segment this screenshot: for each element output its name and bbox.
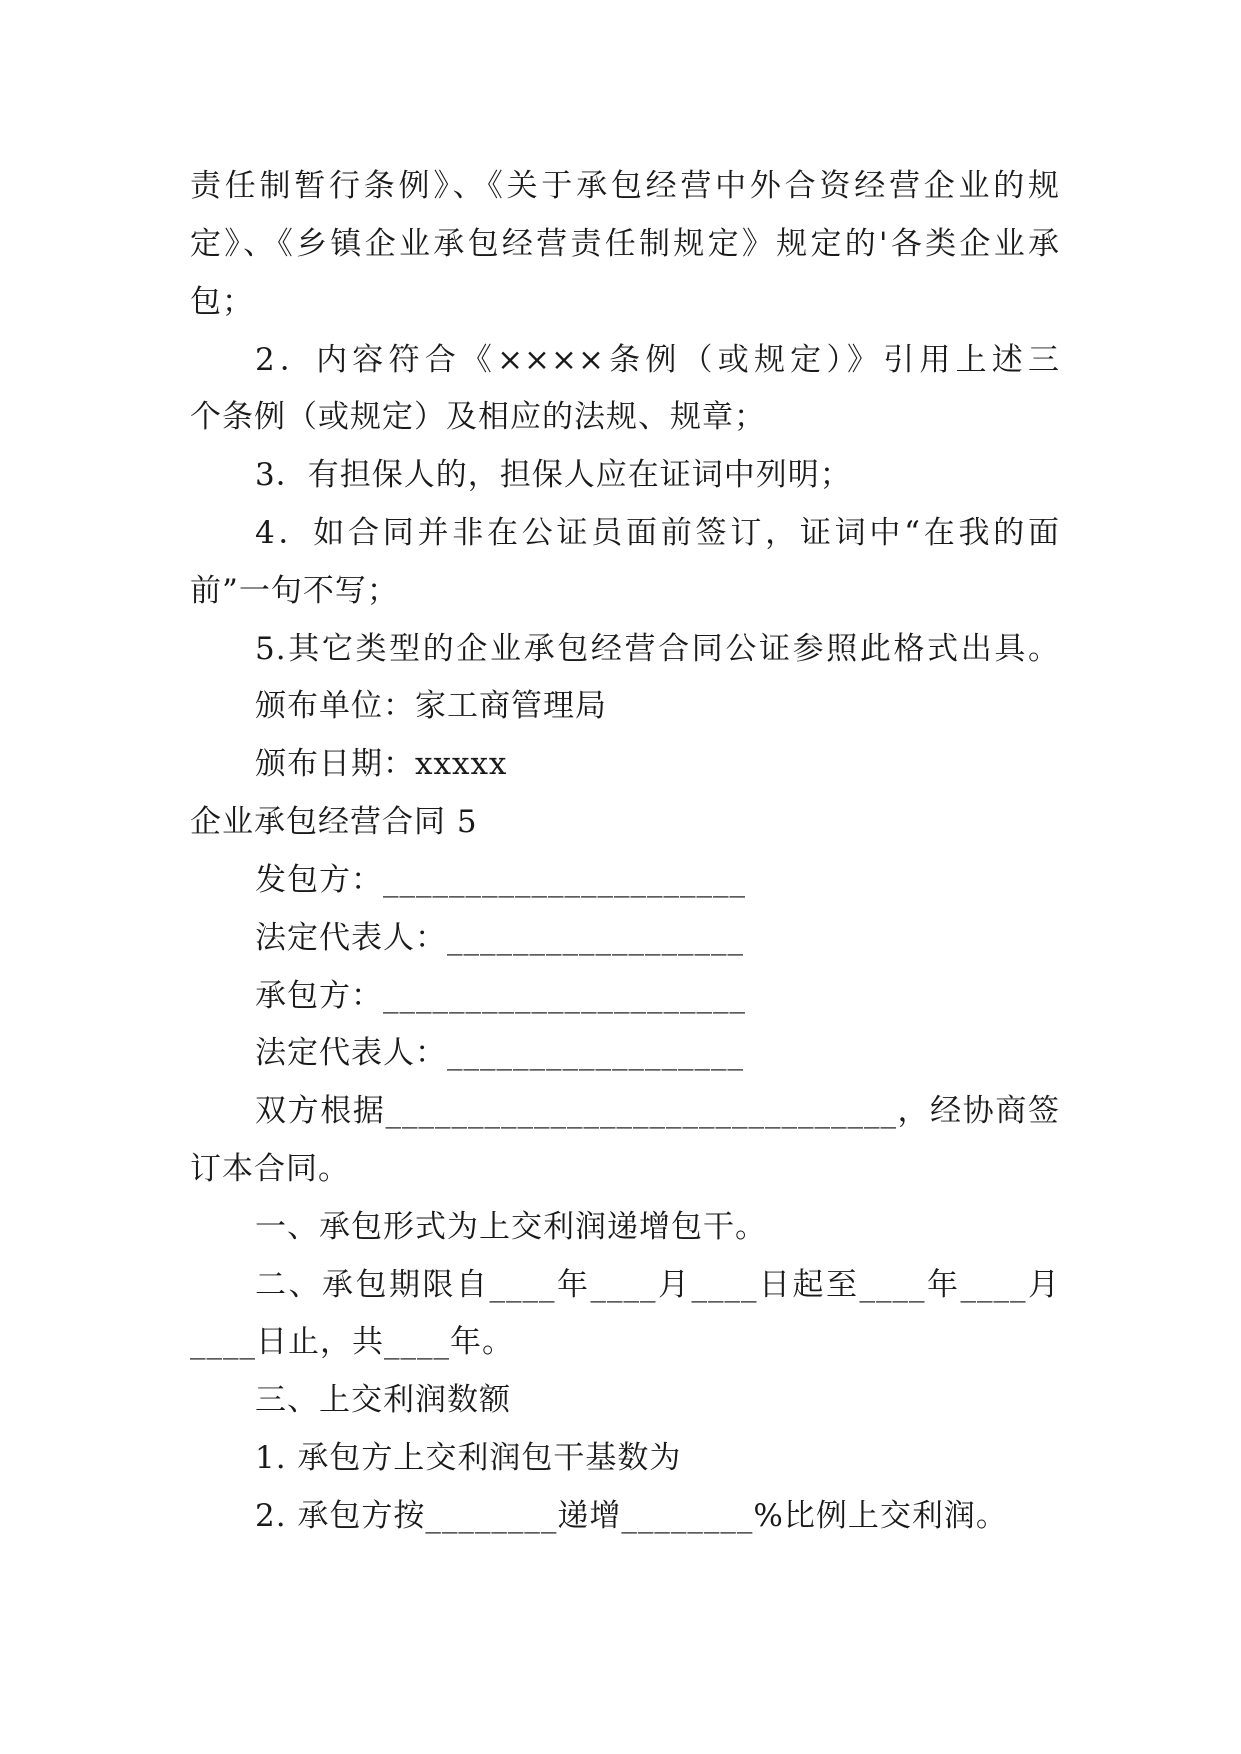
text-line: 3．有担保人的，担保人应在证词中列明；	[255, 457, 852, 493]
clause-line: 二、承包期限自____年____月____日起至____年____月	[255, 1267, 1060, 1303]
legal-representative-field: 法定代表人：__________________	[255, 1035, 744, 1071]
clause-line: 三、上交利润数额	[255, 1382, 511, 1418]
clause-line: 2. 承包方按________递增________%比例上交利润。	[255, 1498, 1008, 1534]
text-line: 5.其它类型的企业承包经营合同公证参照此格式出具。	[255, 631, 1060, 667]
contractor-field: 承包方：______________________	[255, 978, 746, 1014]
text-line: 4．如合同并非在公证员面前签订，证词中“在我的面	[255, 515, 1060, 551]
text-line: 包；	[190, 284, 254, 320]
text-line: 2．内容符合《××××条例（或规定）》引用上述三	[255, 342, 1060, 378]
text-line: 双方根据_______________________________，经协商签	[255, 1093, 1060, 1129]
text-line: 个条例（或规定）及相应的法规、规章；	[190, 399, 766, 435]
text-line: 订本合同。	[190, 1151, 350, 1187]
legal-representative-field: 法定代表人：__________________	[255, 920, 744, 956]
clause-line: 一、承包形式为上交利润递增包干。	[255, 1209, 767, 1245]
text-line: 定》、《乡镇企业承包经营责任制规定》规定的'各类企业承	[190, 226, 1060, 262]
text-line: 前”一句不写；	[190, 573, 399, 609]
issuing-unit: 颁布单位：家工商管理局	[255, 688, 607, 724]
text-line: ____日止，共____年。	[190, 1324, 514, 1360]
section-title: 企业承包经营合同 5	[190, 804, 478, 840]
text-line: 责任制暂行条例》、《关于承包经营中外合资经营企业的规	[190, 168, 1060, 204]
issuing-date: 颁布日期：xxxxx	[255, 746, 508, 782]
clause-line: 1. 承包方上交利润包干基数为	[255, 1440, 682, 1476]
contractor-issuer-field: 发包方：______________________	[255, 862, 746, 898]
